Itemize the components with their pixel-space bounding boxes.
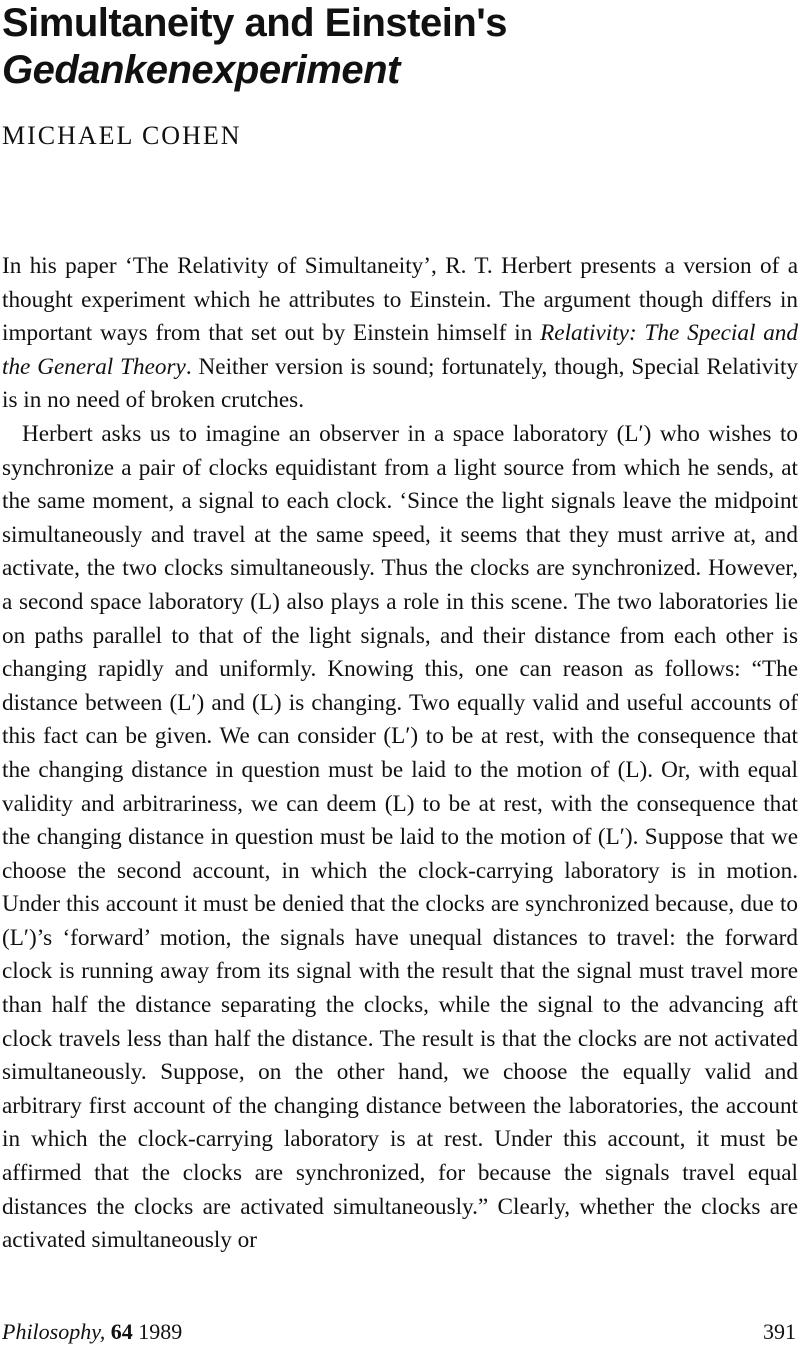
title-line-1: Simultaneity and Einstein's	[2, 1, 508, 45]
journal-year: 1989	[138, 1319, 183, 1344]
paragraph-2: Herbert asks us to imagine an observer in a space laboratory (L′) who wishes to synchronize a pair of clocks equidistant from a light source from which he sends, at the same moment, a signal to each clock. ‘Since the light signals leave the midpoint simultaneously and travel at the same speed, it seems that they must arrive at, and activate, the two clocks simultaneously. Thus the clocks are synchronized. However, a second space laboratory (L) also plays a role in this scene. The two laboratories lie on paths parallel to that of the light signals, and their distance from each other is changing rapidly and uniformly. Knowing this, one can reason as follows: “The distance between (L′) and (L) is changing. Two equally valid and useful accounts of this fact can be given. We can consider (L′) to be at rest, with the consequence that the changing distance in question must be laid to the motion of (L). Or, with equal validity and arbitrariness, we can deem (L) to be at rest, with the consequence that the changing distance in question must be laid to the motion of (L′). Suppose that we choose the second account, in which the clock-carrying laboratory is in motion. Under this account it must be denied that the clocks are synchronized because, due to (L′)’s ‘forward’ motion, the signals have unequal distances to travel: the forward clock is running away from its signal with the result that the signal must travel more than half the distance separating the clocks, while the signal to the advancing aft clock travels less than half the distance. The result is that the clocks are not activated simultaneously. Suppose, on the other hand, we choose the equally valid and arbitrary first account of the changing distance between the laboratories, the account in which the clock-carrying laboratory is at rest. Under this account, it must be affirmed that the clocks are synchronized, for because the signals travel equal distances the clocks are activated simultaneously.” Clearly, whether the clocks are activated simultaneously or	[2, 420, 798, 1254]
author-name: MICHAEL COHEN	[2, 121, 242, 150]
paragraph-1	[2, 250, 798, 418]
journal-name: Philosophy,	[2, 1319, 106, 1344]
journal-citation	[2, 1318, 182, 1346]
article-body	[2, 250, 798, 1258]
journal-volume: 64	[110, 1319, 133, 1344]
book-title: Relativity: The Special and the General Theory	[2, 320, 798, 380]
paragraph-1-text-a: In his paper ‘The Relativity of Simultaneity’, R. T. Herbert presents a version of a thought experiment which he attributes to Einstein. The argument though differs in important ways from that set out by Einstein himself in	[2, 253, 798, 347]
page-number: 391	[763, 1319, 796, 1344]
page-footer	[2, 1318, 796, 1346]
article-title	[0, 0, 800, 94]
title-line-2: Gedankenexperiment	[2, 48, 400, 92]
paragraph-1-text-b: . Neither version is sound; fortunately, though, Special Relativity is in no need of broken crutches.	[2, 353, 798, 414]
